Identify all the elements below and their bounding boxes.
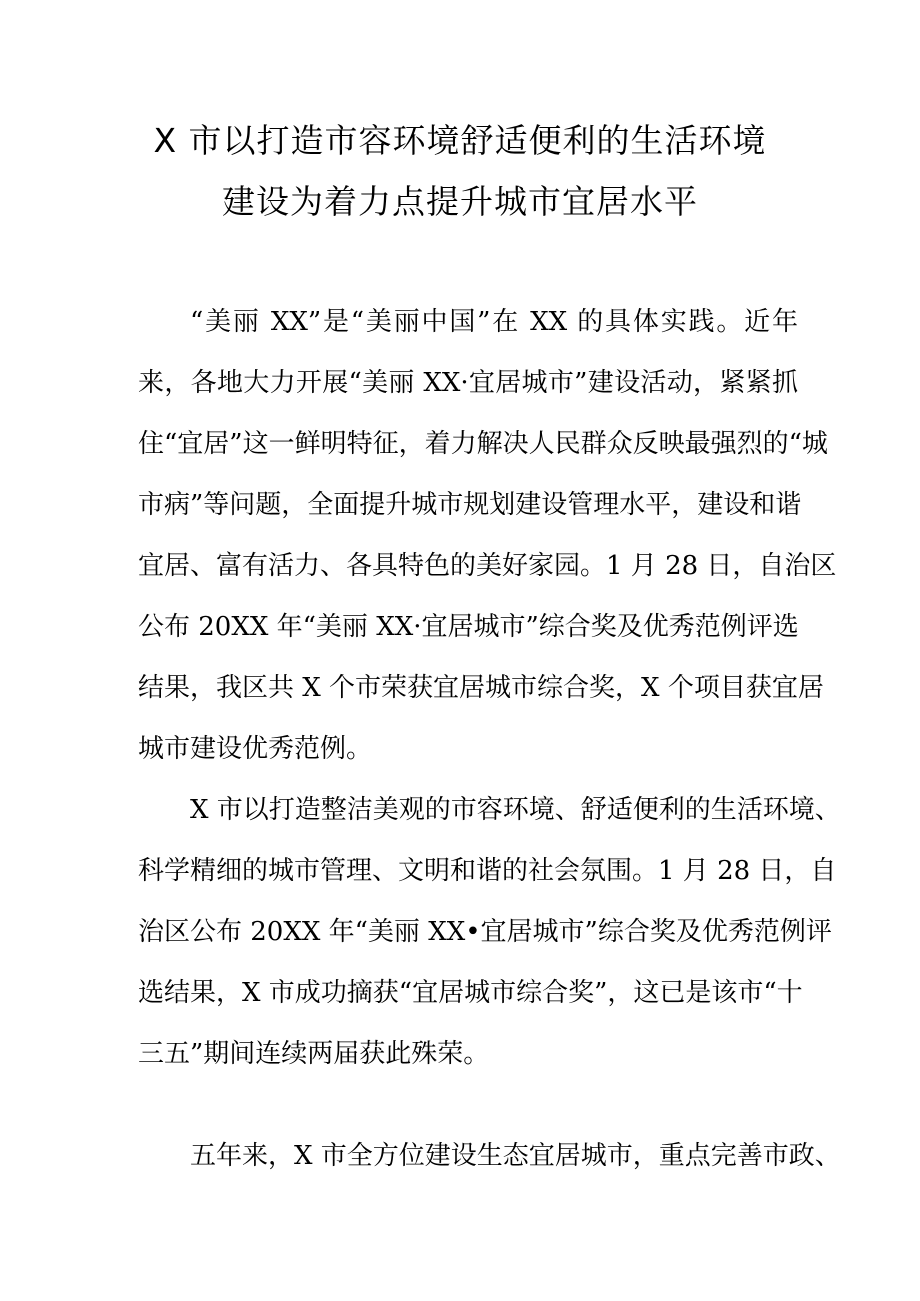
paragraph-1-line-8: 城市建设优秀范例。 <box>138 734 373 764</box>
paragraph-2-line-3: 治区公布 20XX 年“美丽 XX•宜居城市”综合奖及优秀范例评 <box>138 917 832 947</box>
paragraph-1-line-2: 来，各地大力开展“美丽 XX·宜居城市”建设活动，紧紧抓 <box>138 368 798 398</box>
paragraph-1-line-5: 宜居、富有活力、各具特色的美好家园。1 月 28 日，自治区 <box>138 551 837 581</box>
paragraph-2-line-2: 科学精细的城市管理、文明和谐的社会氛围。1 月 28 日，自 <box>138 856 837 886</box>
paragraph-2-line-4: 选结果，X 市成功摘获“宜居城市综合奖”，这已是该市“十 <box>138 978 803 1008</box>
paragraph-1-line-3: 住“宜居”这一鲜明特征，着力解决人民群众反映最强烈的“城 <box>138 429 828 459</box>
document-title-line-2: 建设为着力点提升城市宜居水平 <box>222 182 698 221</box>
document-title-line-1: X 市以打造市容环境舒适便利的生活环境 <box>153 121 767 160</box>
paragraph-3-line-1: 五年来，X 市全方位建设生态宜居城市，重点完善市政、 <box>190 1141 841 1171</box>
paragraph-1-line-1: “美丽 XX”是“美丽中国”在 XX 的具体实践。近年 <box>190 307 798 337</box>
paragraph-2-line-5: 三五”期间连续两届获此殊荣。 <box>138 1039 490 1069</box>
paragraph-1-line-4: 市病”等问题，全面提升城市规划建设管理水平，建设和谐 <box>138 490 802 520</box>
paragraph-1-line-7: 结果，我区共 X 个市荣获宜居城市综合奖，X 个项目获宜居 <box>138 673 824 703</box>
paragraph-2-line-1: X 市以打造整洁美观的市容环境、舒适便利的生活环境、 <box>190 795 841 825</box>
paragraph-1-line-6: 公布 20XX 年“美丽 XX·宜居城市”综合奖及优秀范例评选 <box>138 612 799 642</box>
